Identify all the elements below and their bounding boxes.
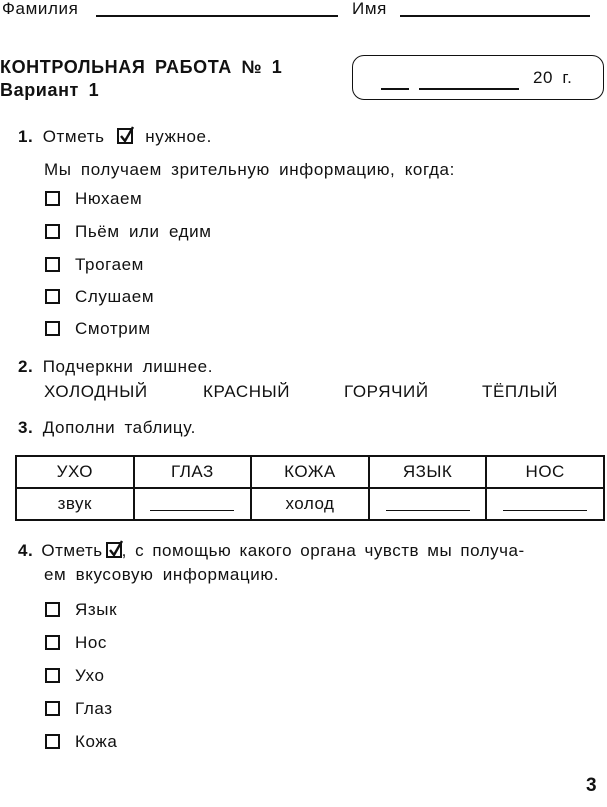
task4-instruction-line2: ем вкусовую информацию. — [44, 565, 280, 584]
task2-word[interactable]: ТЁПЛЫЙ — [482, 382, 558, 401]
date-box — [352, 55, 604, 100]
task2-number: 2. — [18, 357, 34, 376]
task1-instruction — [18, 127, 212, 147]
name-field[interactable] — [400, 15, 590, 17]
sense-table — [15, 455, 605, 521]
task2-word[interactable]: ХОЛОДНЫЙ — [44, 382, 148, 401]
table-header-cell: КОЖА — [251, 456, 369, 488]
task1-option-checkbox[interactable] — [45, 224, 60, 239]
task1-option-checkbox[interactable] — [45, 257, 60, 272]
table-header-row — [16, 456, 604, 488]
task4-option-checkbox[interactable] — [45, 668, 60, 683]
task4-option-label: Глаз — [75, 699, 113, 718]
task4-instruction-post: , с помощью какого органа чувств мы получа- — [121, 541, 525, 560]
task4-instruction-pre: Отметь — [41, 541, 103, 560]
table-cell: холод — [251, 488, 369, 520]
task2-word[interactable]: ГОРЯЧИЙ — [344, 382, 429, 401]
task1-option-label: Смотрим — [75, 319, 151, 338]
task3-number: 3. — [18, 418, 34, 437]
table-cell: звук — [16, 488, 134, 520]
page-title: КОНТРОЛЬНАЯ РАБОТА № 1 — [0, 57, 283, 77]
table-blank-cell[interactable] — [486, 488, 604, 520]
answer-line[interactable] — [150, 510, 234, 511]
task4-option-checkbox[interactable] — [45, 701, 60, 716]
task1-instruction-pre: Отметь — [42, 127, 105, 146]
table-blank-cell[interactable] — [134, 488, 252, 520]
task2-word[interactable]: КРАСНЫЙ — [203, 382, 291, 401]
task4-instruction — [18, 541, 525, 561]
table-header-cell: НОС — [486, 456, 604, 488]
task4-option-checkbox[interactable] — [45, 734, 60, 749]
date-day-field[interactable] — [381, 88, 409, 90]
date-year-label: 20 г. — [533, 68, 573, 87]
table-header-cell: УХО — [16, 456, 134, 488]
checked-box-icon — [106, 542, 122, 558]
task1-instruction-post: нужное. — [145, 127, 212, 146]
table-header-cell: ЯЗЫК — [369, 456, 487, 488]
task1-option-checkbox[interactable] — [45, 191, 60, 206]
task1-option-label: Нюхаем — [75, 189, 143, 208]
task4-option-label: Нос — [75, 633, 108, 652]
task4-option-checkbox[interactable] — [45, 602, 60, 617]
task4-option-checkbox[interactable] — [45, 635, 60, 650]
table-blank-cell[interactable] — [369, 488, 487, 520]
task4-option-label: Язык — [75, 600, 118, 619]
task2-instruction — [18, 357, 213, 377]
task1-option-label: Слушаем — [75, 287, 155, 306]
task1-number: 1. — [18, 127, 34, 146]
answer-line[interactable] — [386, 510, 470, 511]
task1-option-checkbox[interactable] — [45, 321, 60, 336]
surname-label: Фамилия — [2, 0, 79, 18]
task3-instruction — [18, 418, 196, 438]
surname-field[interactable] — [96, 15, 338, 17]
variant-label: Вариант 1 — [0, 80, 100, 100]
task1-option-label: Пьём или едим — [75, 222, 212, 241]
task1-option-checkbox[interactable] — [45, 289, 60, 304]
task4-number: 4. — [18, 541, 34, 560]
page-number: 3 — [586, 775, 598, 796]
table-header-cell: ГЛАЗ — [134, 456, 252, 488]
task2-instruction-text: Подчеркни лишнее. — [42, 357, 214, 376]
task1-option-label: Трогаем — [75, 255, 144, 274]
task3-instruction-text: Дополни таблицу. — [42, 418, 196, 437]
date-month-field[interactable] — [419, 88, 519, 90]
task4-option-label: Ухо — [75, 666, 105, 685]
table-row — [16, 488, 604, 520]
checked-box-icon — [117, 128, 133, 144]
name-label: Имя — [352, 0, 387, 18]
task1-question: Мы получаем зрительную информацию, когда: — [44, 160, 455, 179]
task4-option-label: Кожа — [75, 732, 118, 751]
answer-line[interactable] — [503, 510, 587, 511]
